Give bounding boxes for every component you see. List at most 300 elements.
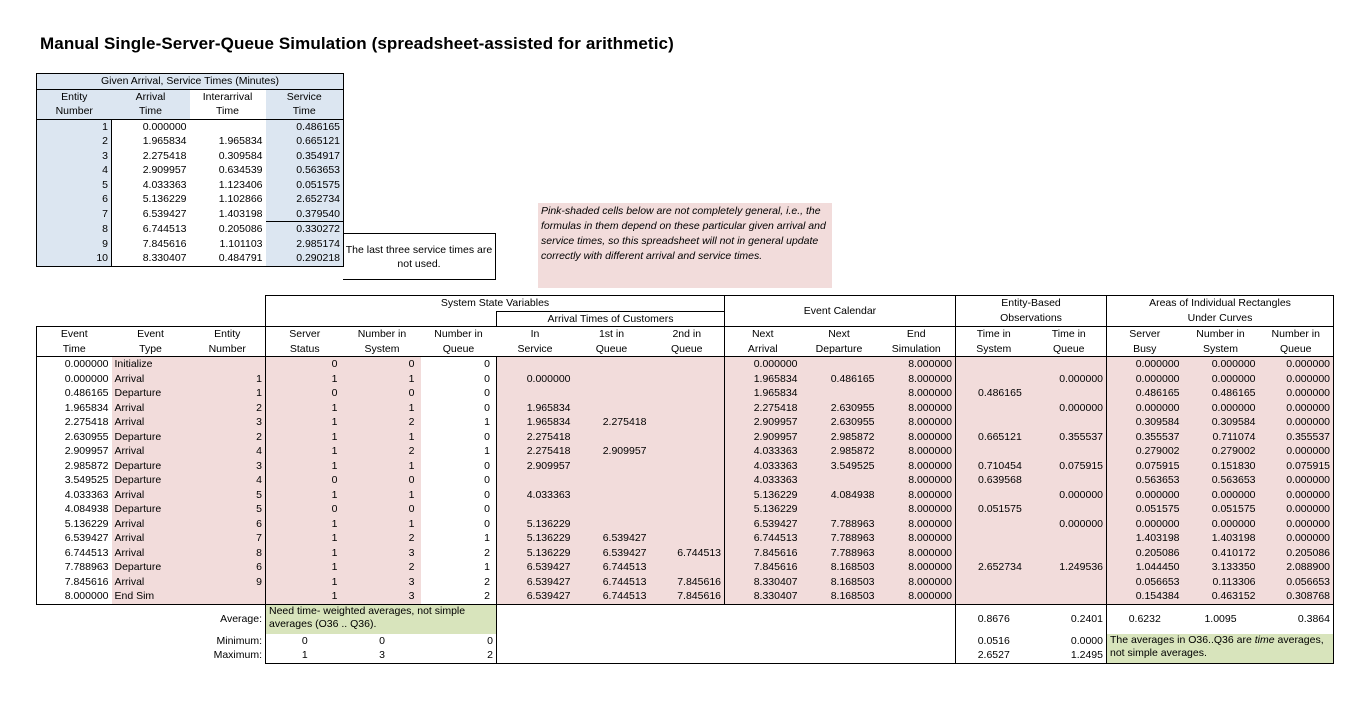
data-cell bbox=[190, 589, 266, 604]
data-cell: 1 bbox=[266, 430, 344, 445]
table-row bbox=[37, 192, 344, 207]
data-cell: 6.539427 bbox=[497, 589, 574, 604]
table-row bbox=[37, 589, 1334, 604]
data-cell bbox=[497, 473, 574, 488]
table-row bbox=[37, 372, 1334, 387]
data-cell: 8.000000 bbox=[878, 372, 956, 387]
data-cell: 2.088900 bbox=[1259, 560, 1334, 575]
data-cell: 0 bbox=[344, 473, 421, 488]
data-cell: 0.000000 bbox=[497, 372, 574, 387]
data-cell: 0.056653 bbox=[1107, 575, 1183, 590]
given-cell: 3 bbox=[37, 149, 112, 164]
data-cell: 0.000000 bbox=[1259, 531, 1334, 546]
data-cell: 0.000000 bbox=[1032, 372, 1107, 387]
data-cell: 1.965834 bbox=[725, 372, 801, 387]
given-header-cell: Time bbox=[266, 104, 344, 119]
data-cell: 8.000000 bbox=[878, 488, 956, 503]
column-header-cell: System bbox=[1183, 342, 1259, 357]
sheet-title: Manual Single-Server-Queue Simulation (spreadsheet-assisted for arithmetic) bbox=[40, 34, 674, 53]
data-cell: 4.033363 bbox=[725, 459, 801, 474]
blank-cell bbox=[497, 634, 956, 649]
data-cell: 2 bbox=[421, 546, 497, 561]
data-cell: 1 bbox=[266, 531, 344, 546]
data-cell: 0.000000 bbox=[37, 357, 112, 372]
unused-service-times-note: The last three service times are not used. bbox=[343, 233, 496, 280]
data-cell bbox=[650, 488, 725, 503]
data-cell bbox=[650, 444, 725, 459]
data-cell: 0.000000 bbox=[1259, 502, 1334, 517]
data-cell: 7 bbox=[190, 531, 266, 546]
data-cell: 0.486165 bbox=[37, 386, 112, 401]
data-cell: 7.845616 bbox=[725, 560, 801, 575]
data-cell: 0.000000 bbox=[1183, 517, 1259, 532]
data-cell: 1.965834 bbox=[37, 401, 112, 416]
data-cell bbox=[801, 502, 878, 517]
data-cell bbox=[956, 357, 1032, 372]
data-cell: 1 bbox=[190, 386, 266, 401]
data-cell: 6.744513 bbox=[574, 589, 650, 604]
blank-cell bbox=[37, 604, 190, 634]
data-cell: Arrival bbox=[112, 372, 190, 387]
data-cell: Arrival bbox=[112, 575, 190, 590]
data-cell: 2 bbox=[344, 531, 421, 546]
data-cell: 0.639568 bbox=[956, 473, 1032, 488]
data-cell: 4.033363 bbox=[497, 488, 574, 503]
data-cell: 0 bbox=[344, 502, 421, 517]
data-cell: 1.403198 bbox=[1183, 531, 1259, 546]
blank-cell bbox=[37, 634, 190, 649]
data-cell: End Sim bbox=[112, 589, 190, 604]
data-cell bbox=[650, 517, 725, 532]
given-cell: 1.403198 bbox=[218, 207, 263, 220]
data-cell: 5 bbox=[190, 488, 266, 503]
blank-cell bbox=[497, 648, 956, 663]
data-cell: 0.563653 bbox=[1107, 473, 1183, 488]
avg-time-in-system: 0.8676 bbox=[977, 612, 1010, 625]
data-cell bbox=[956, 415, 1032, 430]
column-header-cell: Number in bbox=[1259, 327, 1334, 342]
given-header-cell: Arrival bbox=[112, 89, 190, 104]
max-server-status: 1 bbox=[266, 648, 344, 663]
given-cell: 1.965834 bbox=[218, 135, 263, 147]
data-cell: 0.355537 bbox=[1032, 430, 1107, 445]
data-cell bbox=[190, 357, 266, 372]
data-cell: 8.000000 bbox=[878, 415, 956, 430]
data-cell: 8.168503 bbox=[801, 560, 878, 575]
data-cell: 0.075915 bbox=[1032, 459, 1107, 474]
column-header-cell: In bbox=[497, 327, 574, 342]
time-average-note-emphasis: time bbox=[1254, 633, 1275, 646]
data-cell: 3 bbox=[190, 415, 266, 430]
data-cell: 0.000000 bbox=[1259, 386, 1334, 401]
data-cell: 0.000000 bbox=[1032, 401, 1107, 416]
data-cell bbox=[1032, 546, 1107, 561]
data-cell bbox=[1032, 386, 1107, 401]
data-cell: 8.000000 bbox=[37, 589, 112, 604]
data-cell: 8.000000 bbox=[878, 575, 956, 590]
table-row bbox=[37, 459, 1334, 474]
column-header-cell: Time in bbox=[956, 327, 1032, 342]
data-cell: 0.154384 bbox=[1107, 589, 1183, 604]
given-cell: 0.634539 bbox=[218, 164, 263, 176]
data-cell: 1.249536 bbox=[1032, 560, 1107, 575]
given-cell: 0.051575 bbox=[266, 178, 344, 193]
data-cell: 8.000000 bbox=[878, 357, 956, 372]
data-cell: 0.000000 bbox=[1107, 488, 1183, 503]
table-row bbox=[37, 119, 344, 134]
data-cell bbox=[956, 488, 1032, 503]
data-cell: 3 bbox=[344, 575, 421, 590]
given-cell: 10 bbox=[37, 251, 112, 266]
data-cell: 6.744513 bbox=[725, 531, 801, 546]
column-header-cell: Server bbox=[266, 327, 344, 342]
column-header-cell: Number in bbox=[344, 327, 421, 342]
given-cell: 8.330407 bbox=[112, 251, 190, 266]
data-cell: 8.000000 bbox=[878, 589, 956, 604]
data-cell: 0.000000 bbox=[1259, 444, 1334, 459]
data-cell: 0.000000 bbox=[1183, 488, 1259, 503]
given-cell: 1.965834 bbox=[142, 135, 187, 147]
table-row bbox=[37, 401, 1334, 416]
data-cell: 1 bbox=[344, 488, 421, 503]
data-cell: 0.463152 bbox=[1183, 589, 1259, 604]
data-cell: 8.000000 bbox=[878, 502, 956, 517]
data-cell: 2 bbox=[344, 444, 421, 459]
data-cell: 0.051575 bbox=[1107, 502, 1183, 517]
data-cell: 4.084938 bbox=[801, 488, 878, 503]
data-cell bbox=[574, 386, 650, 401]
data-cell: 8.168503 bbox=[801, 589, 878, 604]
data-cell: 0.000000 bbox=[1107, 401, 1183, 416]
minimum-label: Minimum: bbox=[216, 634, 262, 647]
data-cell: 0.711074 bbox=[1183, 430, 1259, 445]
data-cell: 0.000000 bbox=[1259, 473, 1334, 488]
data-cell: 0 bbox=[421, 459, 497, 474]
data-cell: 1 bbox=[266, 560, 344, 575]
arrival-times-header: Arrival Times of Customers bbox=[497, 311, 725, 327]
data-cell: 7.845616 bbox=[650, 589, 725, 604]
data-cell: Departure bbox=[112, 430, 190, 445]
data-cell: 6.539427 bbox=[497, 560, 574, 575]
data-cell: Arrival bbox=[112, 531, 190, 546]
blank-cell bbox=[266, 311, 497, 327]
column-header-cell: Entity bbox=[190, 327, 266, 342]
data-cell bbox=[574, 430, 650, 445]
data-cell: 1 bbox=[266, 589, 344, 604]
data-cell: 8.000000 bbox=[878, 531, 956, 546]
data-cell: 0 bbox=[421, 430, 497, 445]
column-header-cell: Event bbox=[37, 327, 112, 342]
data-cell: 5.136229 bbox=[725, 488, 801, 503]
data-cell: 5.136229 bbox=[725, 502, 801, 517]
table-row bbox=[37, 386, 1334, 401]
data-cell: 7.845616 bbox=[725, 546, 801, 561]
data-cell: 0.486165 bbox=[1107, 386, 1183, 401]
column-header-cell: Time bbox=[37, 342, 112, 357]
data-cell: 2.275418 bbox=[497, 430, 574, 445]
data-cell: 0.486165 bbox=[801, 372, 878, 387]
data-cell: Arrival bbox=[112, 517, 190, 532]
data-cell bbox=[650, 372, 725, 387]
data-cell: 0.279002 bbox=[1107, 444, 1183, 459]
data-cell: 0.355537 bbox=[1259, 430, 1334, 445]
data-cell bbox=[650, 357, 725, 372]
given-cell: 7.845616 bbox=[142, 237, 187, 250]
data-cell bbox=[497, 502, 574, 517]
column-header-cell: Next bbox=[801, 327, 878, 342]
data-cell bbox=[574, 517, 650, 532]
data-cell bbox=[1032, 444, 1107, 459]
given-cell: 6.744513 bbox=[142, 222, 187, 235]
data-cell: Arrival bbox=[112, 401, 190, 416]
data-cell: 0.151830 bbox=[1183, 459, 1259, 474]
average-row bbox=[37, 604, 1334, 634]
data-cell: 0.205086 bbox=[1259, 546, 1334, 561]
data-cell: 0.000000 bbox=[1183, 357, 1259, 372]
time-average-note-prefix: The averages in O36..Q36 are bbox=[1110, 633, 1255, 646]
data-cell bbox=[574, 357, 650, 372]
data-cell bbox=[574, 502, 650, 517]
data-cell bbox=[1032, 415, 1107, 430]
data-cell: 0 bbox=[421, 386, 497, 401]
data-cell bbox=[801, 473, 878, 488]
data-cell: 3 bbox=[190, 459, 266, 474]
entity-observations-header-2: Observations bbox=[956, 311, 1107, 327]
data-cell bbox=[801, 386, 878, 401]
data-cell: 8.000000 bbox=[878, 459, 956, 474]
data-cell: 1 bbox=[344, 401, 421, 416]
data-cell: 8.330407 bbox=[725, 589, 801, 604]
data-cell: 0.000000 bbox=[1032, 488, 1107, 503]
data-cell: 0.486165 bbox=[1183, 386, 1259, 401]
areas-header-2: Under Curves bbox=[1107, 311, 1334, 327]
data-cell: 2.630955 bbox=[37, 430, 112, 445]
min-number-in-system: 0 bbox=[379, 634, 385, 647]
data-cell: 0.563653 bbox=[1183, 473, 1259, 488]
data-cell: 7.788963 bbox=[801, 531, 878, 546]
data-cell: 2 bbox=[344, 560, 421, 575]
data-cell: 0.113306 bbox=[1183, 575, 1259, 590]
column-header-cell: Number in bbox=[421, 327, 497, 342]
column-header-cell: Simulation bbox=[878, 342, 956, 357]
data-cell: 6.744513 bbox=[37, 546, 112, 561]
data-cell: 0.308768 bbox=[1259, 589, 1334, 604]
data-cell: 3 bbox=[344, 589, 421, 604]
data-cell: 9 bbox=[190, 575, 266, 590]
data-cell: 8.000000 bbox=[878, 401, 956, 416]
column-header-cell: Queue bbox=[421, 342, 497, 357]
data-cell bbox=[650, 386, 725, 401]
avg-server-busy: 0.6232 bbox=[1128, 612, 1161, 625]
column-header-cell: Time in bbox=[1032, 327, 1107, 342]
data-cell: 6.539427 bbox=[37, 531, 112, 546]
data-cell: 6.744513 bbox=[574, 560, 650, 575]
data-cell: 0.000000 bbox=[37, 372, 112, 387]
average-label: Average: bbox=[220, 612, 262, 625]
data-cell: 0.000000 bbox=[1032, 517, 1107, 532]
data-cell: 2.909957 bbox=[497, 459, 574, 474]
data-cell: 1 bbox=[344, 459, 421, 474]
data-cell: 2.652734 bbox=[956, 560, 1032, 575]
data-cell: 0.000000 bbox=[1259, 372, 1334, 387]
table-row bbox=[37, 251, 344, 266]
data-cell: 7.788963 bbox=[37, 560, 112, 575]
given-cell: 0.379540 bbox=[266, 207, 344, 222]
data-cell: 0 bbox=[344, 386, 421, 401]
data-cell: 0.051575 bbox=[956, 502, 1032, 517]
data-cell: 0.000000 bbox=[725, 357, 801, 372]
data-cell: 0.710454 bbox=[956, 459, 1032, 474]
data-cell bbox=[956, 531, 1032, 546]
column-header-cell: 2nd in bbox=[650, 327, 725, 342]
blank-cell bbox=[37, 296, 266, 312]
data-cell: 2 bbox=[344, 415, 421, 430]
data-cell: 1.965834 bbox=[725, 386, 801, 401]
column-header-cell: Type bbox=[112, 342, 190, 357]
data-cell: 0 bbox=[266, 386, 344, 401]
data-cell: 8.330407 bbox=[725, 575, 801, 590]
data-cell: 7.845616 bbox=[37, 575, 112, 590]
data-cell: 1 bbox=[266, 401, 344, 416]
data-cell: 0.000000 bbox=[1107, 517, 1183, 532]
data-cell bbox=[650, 459, 725, 474]
table-row bbox=[37, 149, 344, 164]
data-cell: 0 bbox=[421, 517, 497, 532]
data-cell: 7.788963 bbox=[801, 546, 878, 561]
data-cell bbox=[1032, 531, 1107, 546]
max-time-in-queue: 1.2495 bbox=[1032, 648, 1107, 663]
blank-cell bbox=[37, 311, 266, 327]
column-header-cell: Service bbox=[497, 342, 574, 357]
data-cell: 1 bbox=[421, 560, 497, 575]
data-cell: 1.965834 bbox=[497, 415, 574, 430]
data-cell bbox=[956, 575, 1032, 590]
max-number-in-system: 3 bbox=[344, 648, 421, 663]
data-cell: 1.965834 bbox=[497, 401, 574, 416]
data-cell: 1 bbox=[266, 459, 344, 474]
data-cell: 4.033363 bbox=[37, 488, 112, 503]
data-cell: 2.275418 bbox=[37, 415, 112, 430]
data-cell: 2.275418 bbox=[725, 401, 801, 416]
data-cell: Departure bbox=[112, 459, 190, 474]
given-cell: 1.123406 bbox=[218, 178, 263, 191]
column-header-cell: Event bbox=[112, 327, 190, 342]
data-cell bbox=[1032, 589, 1107, 604]
data-cell: 0 bbox=[266, 502, 344, 517]
data-cell: Initialize bbox=[112, 357, 190, 372]
data-cell: 0 bbox=[266, 357, 344, 372]
data-cell bbox=[650, 502, 725, 517]
table-row bbox=[37, 222, 344, 237]
given-cell: 7 bbox=[37, 207, 112, 222]
data-cell: 0.309584 bbox=[1183, 415, 1259, 430]
given-cell: 6.539427 bbox=[142, 207, 187, 220]
avg-time-in-queue: 0.2401 bbox=[1032, 604, 1107, 634]
data-cell: 2.630955 bbox=[801, 415, 878, 430]
data-cell: Departure bbox=[112, 473, 190, 488]
table-row bbox=[37, 163, 344, 178]
column-header-cell: Queue bbox=[1259, 342, 1334, 357]
column-header-cell: End bbox=[878, 327, 956, 342]
given-cell: 0.354917 bbox=[266, 149, 344, 164]
given-cell: 1.101103 bbox=[219, 237, 263, 250]
data-cell: 8.000000 bbox=[878, 386, 956, 401]
given-times-table bbox=[36, 73, 344, 267]
given-cell: 2.652734 bbox=[266, 192, 344, 207]
column-header-cell: Status bbox=[266, 342, 344, 357]
table-row bbox=[37, 444, 1334, 459]
given-header-cell: Service bbox=[266, 89, 344, 104]
data-cell: 0.205086 bbox=[1107, 546, 1183, 561]
data-cell bbox=[650, 473, 725, 488]
data-cell: 1 bbox=[266, 575, 344, 590]
data-cell: 2 bbox=[421, 575, 497, 590]
data-cell: 1.403198 bbox=[1107, 531, 1183, 546]
table-row bbox=[37, 207, 344, 222]
data-cell bbox=[1032, 502, 1107, 517]
data-cell: 8 bbox=[190, 546, 266, 561]
data-cell bbox=[956, 546, 1032, 561]
data-cell bbox=[574, 372, 650, 387]
given-cell: 4.033363 bbox=[142, 178, 187, 191]
column-header-cell: Server bbox=[1107, 327, 1183, 342]
event-calendar-header: Event Calendar bbox=[725, 296, 956, 327]
given-cell: 2.985174 bbox=[266, 237, 344, 252]
data-cell: 8.000000 bbox=[878, 444, 956, 459]
data-cell: 6.744513 bbox=[574, 575, 650, 590]
avg-number-in-system: 1.0095 bbox=[1204, 612, 1237, 625]
table-row bbox=[37, 488, 1334, 503]
data-cell: 2.909957 bbox=[725, 430, 801, 445]
data-cell bbox=[1032, 473, 1107, 488]
given-cell: 0.205086 bbox=[218, 222, 263, 235]
data-cell: 2 bbox=[421, 589, 497, 604]
table-row bbox=[37, 560, 1334, 575]
data-cell: 1 bbox=[421, 415, 497, 430]
given-cell: 0.000000 bbox=[142, 120, 187, 133]
data-cell: 1 bbox=[266, 546, 344, 561]
data-cell bbox=[956, 372, 1032, 387]
data-cell bbox=[956, 517, 1032, 532]
data-cell: 2.909957 bbox=[37, 444, 112, 459]
given-header-cell: Time bbox=[190, 104, 266, 119]
table-row bbox=[37, 415, 1334, 430]
data-cell: 8.168503 bbox=[801, 575, 878, 590]
data-cell: Arrival bbox=[112, 546, 190, 561]
table-row bbox=[37, 237, 344, 252]
column-header-cell: Departure bbox=[801, 342, 878, 357]
data-cell: 4 bbox=[190, 444, 266, 459]
data-cell: 6 bbox=[190, 560, 266, 575]
table-row bbox=[37, 546, 1334, 561]
data-cell: 8.000000 bbox=[878, 546, 956, 561]
data-cell: 2 bbox=[190, 430, 266, 445]
data-cell: 8.000000 bbox=[878, 560, 956, 575]
data-cell: 1.044450 bbox=[1107, 560, 1183, 575]
given-cell: 5.136229 bbox=[142, 193, 187, 205]
data-cell: 6 bbox=[190, 517, 266, 532]
data-cell: 1 bbox=[266, 488, 344, 503]
data-cell bbox=[956, 444, 1032, 459]
column-header-cell: Queue bbox=[574, 342, 650, 357]
given-cell: 6 bbox=[37, 192, 112, 207]
given-table-caption: Given Arrival, Service Times (Minutes) bbox=[37, 74, 344, 90]
data-cell: 2.985872 bbox=[801, 444, 878, 459]
data-cell: 0.075915 bbox=[1107, 459, 1183, 474]
data-cell: 0.665121 bbox=[956, 430, 1032, 445]
data-cell: 5.136229 bbox=[497, 546, 574, 561]
given-cell: 0.330272 bbox=[266, 222, 344, 237]
